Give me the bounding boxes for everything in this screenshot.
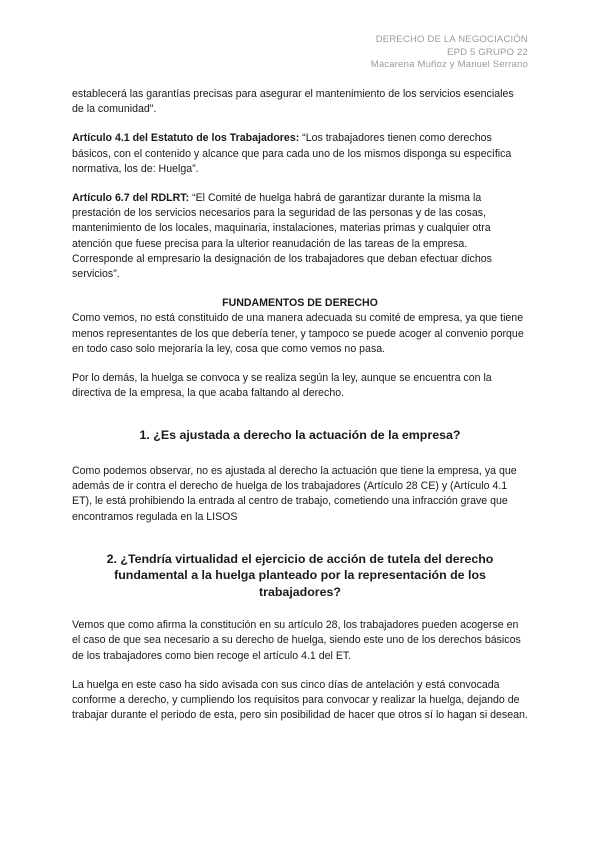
article-4-1 xyxy=(72,131,528,177)
intro-continuation: establecerá las garantías precisas para asegurar el mantenimiento de los servicios esenciales de la comunidad". xyxy=(72,88,514,116)
question-1-answer: Como podemos observar, no es ajustada al derecho la actuación que tiene la empresa, ya que además de ir contra el derecho de huelga de los trabajadores (Artículo 28 CE) y (Artículo 4.1 ET), le está prohibiendo la entrada al centro de trabajo, cometiendo una infracción grave que encontramos regulada en la LISOS xyxy=(72,464,517,523)
question-2-paragraph-2: La huelga en este caso ha sido avisada con sus cinco días de antelación y está convocada conforme a derecho, y cumpliendo los requisitos para convocar y realizar la huelga, dejando de trabajar durante el periodo de esta, pero sin posibilidad de hacer que otros sí lo hagan si desean. xyxy=(72,678,528,722)
article-4-1-label: Artículo 4.1 del Estatuto de los Trabajadores: xyxy=(72,132,300,145)
article-6-7 xyxy=(72,191,528,282)
question-2-paragraph-1: Vemos que como afirma la constitución en su artículo 28, los trabajadores pueden acogerse en el caso de que sea necesario a su derecho de huelga, siendo este uno de los derechos básicos de los trabajadores como bien recoge el artículo 4.1 del ET. xyxy=(72,619,521,662)
question-1-title: 1. ¿Es ajustada a derecho la actuación de la empresa? xyxy=(139,428,461,443)
fundamentos-paragraph-1: Como vemos, no está constituido de una manera adecuada su comité de empresa, ya que tiene menos representantes de los que debería tener, y tampoco se puede acoger al convenio porque en todo caso solo mejoraría la ley, cosa que como vemos no pasa. xyxy=(72,312,524,355)
article-6-7-text: “El Comité de huelga habrá de garantizar durante la misma la prestación de los servicios necesarios para la seguridad de las personas y de las cosas, mantenimiento de los locales, maquinaria, instalaciones, materias primas y cualquier otra atención que fuese precisa para la ulterior reanudación de las tareas de la empresa. Corresponde al empresario la designación de los trabajadores que deban efectuar dichos servicios”. xyxy=(72,192,492,281)
header-course: DERECHO DE LA NEGOCIACIÓN xyxy=(375,34,528,45)
header-group: EPD 5 GRUPO 22 xyxy=(447,46,528,58)
header-authors: Macarena Muñoz y Manuel Serrano xyxy=(370,59,528,70)
question-2-title: 2. ¿Tendría virtualidad el ejercicio de acción de tutela del derecho fundamental a la huelga planteado por la representación de los trabajadores? xyxy=(106,551,494,599)
fundamentos-title: FUNDAMENTOS DE DERECHO xyxy=(222,297,378,310)
page-header xyxy=(371,34,528,72)
article-4-1-text: “Los trabajadores tienen como derechos básicos, con el contenido y alcance que para cada uno de los mismos disponga su específica normativa, los de: Huelga”. xyxy=(72,132,512,175)
article-6-7-label: Artículo 6.7 del RDLRT: xyxy=(72,192,190,205)
fundamentos-paragraph-2: Por lo demás, la huelga se convoca y se realiza según la ley, aunque se encuentra con la directiva de la empresa, la que acaba faltando al derecho. xyxy=(72,372,492,400)
document-body xyxy=(72,87,528,723)
